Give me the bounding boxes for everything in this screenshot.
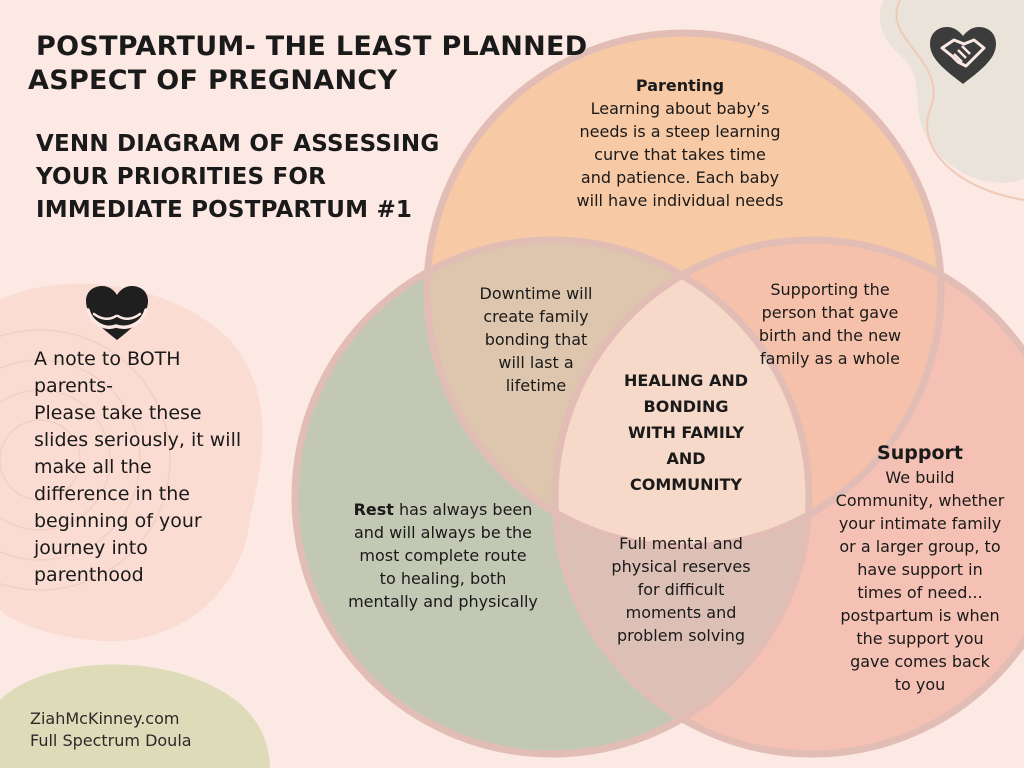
full-line: for difficult: [637, 580, 725, 599]
support-line: Community, whether: [835, 491, 1005, 510]
parenting-line: and patience. Each baby: [580, 168, 780, 187]
parenting-line: will have individual needs: [576, 191, 784, 210]
venn-label-rest: [338, 498, 548, 613]
credit-role: Full Spectrum Doula: [30, 731, 192, 750]
note-line: make all the: [34, 456, 152, 478]
note-line: slides seriously, it will: [34, 429, 242, 451]
downtime-line: create family: [483, 307, 589, 326]
rest-line-1: has always been: [393, 500, 533, 519]
venn-label-full-reserves: [596, 532, 766, 647]
center-line: WITH FAMILY: [627, 423, 745, 442]
supporting-line: birth and the new: [758, 326, 902, 345]
supporting-line: family as a whole: [760, 349, 900, 368]
page-subtitle: [36, 128, 456, 227]
supporting-line: Supporting the: [770, 280, 890, 299]
downtime-line: lifetime: [505, 376, 567, 395]
support-line: times of need...: [857, 583, 983, 602]
support-line: your intimate family: [838, 514, 1002, 533]
title-line-1: POSTPARTUM- THE LEAST PLANNED: [36, 31, 588, 62]
rest-heading: Rest: [353, 500, 394, 519]
support-heading: Support: [877, 442, 963, 464]
venn-label-center: [598, 368, 774, 498]
note-line: journey into: [34, 537, 148, 559]
subtitle-line-2: YOUR PRIORITIES FOR: [36, 164, 327, 190]
page-title: [28, 30, 588, 98]
note-line: Please take these: [34, 402, 202, 424]
downtime-line: bonding that: [484, 330, 588, 349]
full-line: moments and: [625, 603, 737, 622]
center-line: COMMUNITY: [629, 475, 743, 494]
parenting-line: curve that takes time: [594, 145, 766, 164]
hug-heart-icon: [82, 284, 152, 344]
support-line: gave comes back: [850, 652, 990, 671]
full-line: physical reserves: [611, 557, 751, 576]
downtime-line: Downtime will: [479, 284, 593, 303]
rest-line: mentally and physically: [348, 592, 538, 611]
support-line: We build: [885, 468, 955, 487]
subtitle-line-3: IMMEDIATE POSTPARTUM #1: [36, 197, 413, 223]
parents-note: [34, 346, 274, 589]
note-line: A note to BOTH: [34, 348, 181, 370]
support-line: postpartum is when: [840, 606, 1000, 625]
venn-label-support: [826, 440, 1014, 696]
center-line: AND: [666, 449, 706, 468]
downtime-line: will last a: [498, 353, 574, 372]
parenting-heading: Parenting: [635, 76, 725, 95]
supporting-line: person that gave: [761, 303, 899, 322]
note-line: parenthood: [34, 564, 144, 586]
note-line: difference in the: [34, 483, 190, 505]
support-line: have support in: [857, 560, 983, 579]
center-line: BONDING: [643, 397, 729, 416]
support-line: or a larger group, to: [839, 537, 1001, 556]
rest-line: and will always be the: [353, 523, 533, 542]
subtitle-line-1: VENN DIAGRAM OF ASSESSING: [36, 131, 440, 157]
venn-label-parenting: [566, 74, 794, 212]
full-line: Full mental and: [619, 534, 743, 553]
parenting-line: Learning about baby’s: [590, 99, 770, 118]
rest-line: most complete route: [359, 546, 527, 565]
note-line: beginning of your: [34, 510, 202, 532]
venn-label-downtime: [466, 282, 606, 397]
footer-credit: [30, 708, 230, 752]
center-line: HEALING AND: [624, 371, 748, 390]
handshake-heart-icon: [928, 26, 998, 86]
support-line: the support you: [856, 629, 984, 648]
note-line: parents-: [34, 375, 114, 397]
full-line: problem solving: [616, 626, 746, 645]
rest-line-first: [338, 498, 548, 521]
credit-website: ZiahMcKinney.com: [30, 709, 180, 728]
rest-line: to healing, both: [379, 569, 507, 588]
support-line: to you: [894, 675, 946, 694]
venn-label-supporting: [742, 278, 918, 370]
parenting-line: needs is a steep learning: [579, 122, 781, 141]
title-line-2: ASPECT OF PREGNANCY: [28, 65, 398, 96]
